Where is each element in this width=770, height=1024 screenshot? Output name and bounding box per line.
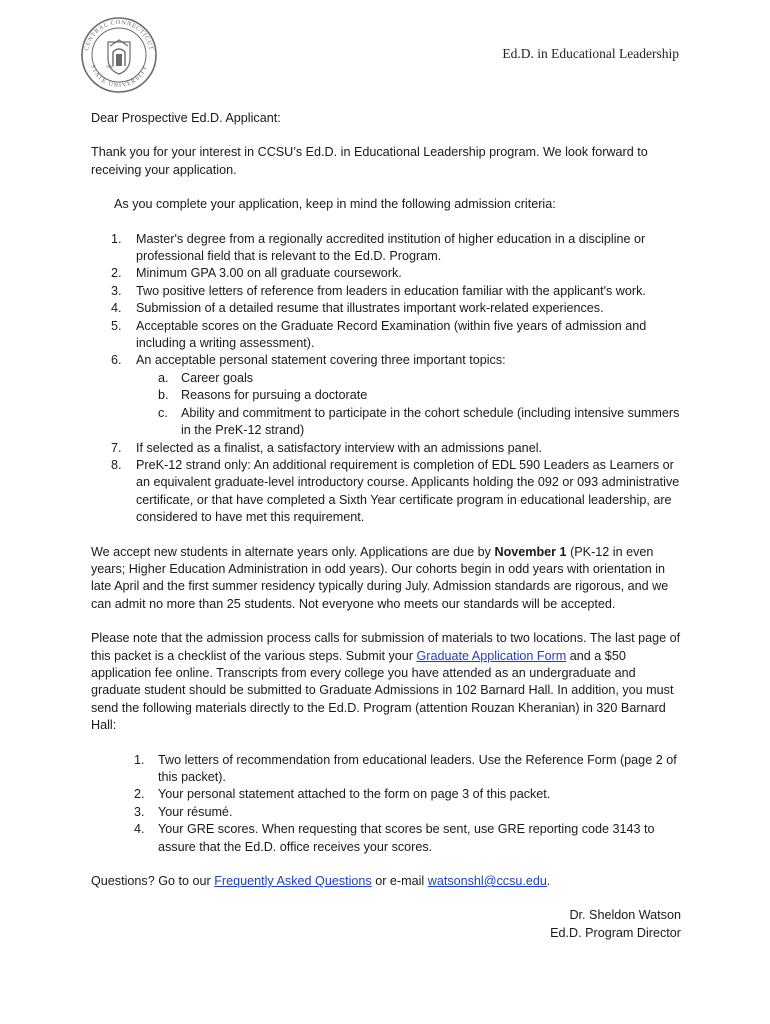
- sub-list-letter: b.: [158, 388, 169, 403]
- list-item-text: If selected as a finalist, a satisfactory interview with an admissions panel.: [136, 440, 542, 455]
- university-seal-icon: [80, 16, 158, 94]
- list-item-text: PreK-12 strand only: An additional requirement is completion of EDL 590 Leaders as Learners or an equivalent graduate-level introductory course. Applicants holding the 092 or 093 administrative certificate, or that have completed a Sixth Year certificate program in educational leadership, are considered to have met this requirement.: [136, 457, 680, 525]
- list-number: 3.: [134, 804, 145, 819]
- personal-statement-topics: [136, 370, 681, 440]
- faq-link[interactable]: Frequently Asked Questions: [214, 874, 372, 889]
- list-item-text: Master's degree from a regionally accredited institution of higher education in a discipline or professional field that is relevant to the Ed.D. Program.: [136, 231, 646, 264]
- list-item: [91, 752, 681, 787]
- questions-text-pre: Questions? Go to our: [91, 874, 215, 889]
- questions-text-post: .: [546, 874, 551, 889]
- list-item: [91, 352, 681, 439]
- list-item: [91, 786, 681, 803]
- svg-text:CENTRAL CONNECTICUT: CENTRAL CONNECTICUT: [83, 18, 155, 52]
- list-item: [91, 440, 681, 457]
- questions-line: [91, 873, 681, 890]
- list-number: 6.: [111, 353, 122, 368]
- letter-body: [91, 110, 681, 942]
- sub-list-text: Career goals: [181, 370, 254, 385]
- list-number: 4.: [134, 822, 145, 837]
- sub-list-letter: a.: [158, 370, 169, 385]
- intro-paragraph: Thank you for your interest in CCSU’s Ed.D. in Educational Leadership program. We look forward to receiving your application.: [91, 145, 648, 177]
- criteria-lead: As you complete your application, keep in mind the following admission criteria:: [114, 197, 556, 212]
- deadline-text-post: (PK-12 in even years; Higher Education Administration in odd years). Our cohorts begin in odd years with orientation in late April and the first summer residency typically during July. Admission standards are rigorous, and we can admit no more than 25 students. Not everyone who meets our standards will be accepted.: [91, 544, 669, 611]
- list-item-text: Acceptable scores on the Graduate Record Examination (within five years of admission and including a writing assessment).: [136, 318, 647, 351]
- deadline-text-pre: We accept new students in alternate years only. Applications are due by: [91, 544, 495, 559]
- sub-list-text: Ability and commitment to participate in the cohort schedule (including intensive summers in the PreK-12 strand): [181, 405, 680, 438]
- list-item: [91, 318, 681, 353]
- sub-list-item: [136, 387, 681, 404]
- process-text-pre: Please note that the admission process calls for submission of materials to two locations. The last page of this packet is a checklist of the various steps. Submit your: [91, 631, 681, 663]
- list-item-text: Two letters of recommendation from educational leaders. Use the Reference Form (page 2 of this packet).: [158, 752, 677, 784]
- list-number: 8.: [111, 457, 122, 472]
- list-item: [91, 804, 681, 821]
- list-number: 3.: [111, 283, 122, 298]
- list-item-text: Your GRE scores. When requesting that scores be sent, use GRE reporting code 3143 to assure that the Ed.D. office receives your scores.: [158, 822, 655, 854]
- list-item: [91, 265, 681, 282]
- list-number: 2.: [111, 266, 122, 281]
- list-number: 4.: [111, 301, 122, 316]
- signer-title: Ed.D. Program Director: [550, 925, 681, 940]
- sub-list-text: Reasons for pursuing a doctorate: [181, 388, 368, 403]
- list-item: [91, 231, 681, 266]
- signer-name: Dr. Sheldon Watson: [569, 908, 681, 923]
- sub-list-letter: c.: [158, 405, 168, 420]
- graduate-application-form-link[interactable]: Graduate Application Form: [416, 648, 567, 663]
- process-text-post: and a $50 application fee online. Transcripts from every college you have attended as an undergraduate and graduate student should be submitted to Graduate Admissions in 102 Barnard Hall. In addition, you must send the following materials directly to the Ed.D. Program (attention Rouzan Kheranian) in 320 Barnard Hall:: [91, 648, 674, 733]
- list-number: 1.: [111, 231, 122, 246]
- svg-text:STATE UNIVERSITY: STATE UNIVERSITY: [88, 63, 150, 90]
- list-item-text: Two positive letters of reference from leaders in education familiar with the applicant's work.: [136, 283, 646, 298]
- program-title: Ed.D. in Educational Leadership: [502, 46, 679, 61]
- deadline-paragraph: [91, 544, 681, 614]
- list-number: 1.: [134, 752, 145, 767]
- signature-block: [91, 907, 681, 942]
- list-item-text: Submission of a detailed resume that illustrates important work-related experiences.: [136, 301, 604, 316]
- svg-text:1849: 1849: [106, 65, 114, 69]
- list-item-text: Your personal statement attached to the form on page 3 of this packet.: [158, 787, 551, 802]
- sub-list-item: [136, 370, 681, 387]
- list-item-text: Your résumé.: [158, 804, 233, 819]
- list-number: 7.: [111, 440, 122, 455]
- questions-text-mid: or e-mail: [371, 874, 428, 889]
- list-number: 2.: [134, 787, 145, 802]
- sub-list-item: [136, 405, 681, 440]
- list-item-text: An acceptable personal statement covering three important topics:: [136, 353, 506, 368]
- list-item: [91, 821, 681, 856]
- list-item-text: Minimum GPA 3.00 on all graduate coursework.: [136, 266, 402, 281]
- admission-criteria-list: [91, 231, 681, 527]
- email-link[interactable]: watsonshl@ccsu.edu: [427, 874, 547, 889]
- list-item: [91, 283, 681, 300]
- required-materials-list: [91, 752, 681, 856]
- deadline-date: November 1: [494, 544, 567, 559]
- list-number: 5.: [111, 318, 122, 333]
- salutation: Dear Prospective Ed.D. Applicant:: [91, 111, 281, 125]
- list-item: [91, 300, 681, 317]
- process-paragraph: [91, 630, 681, 734]
- list-item: [91, 457, 681, 527]
